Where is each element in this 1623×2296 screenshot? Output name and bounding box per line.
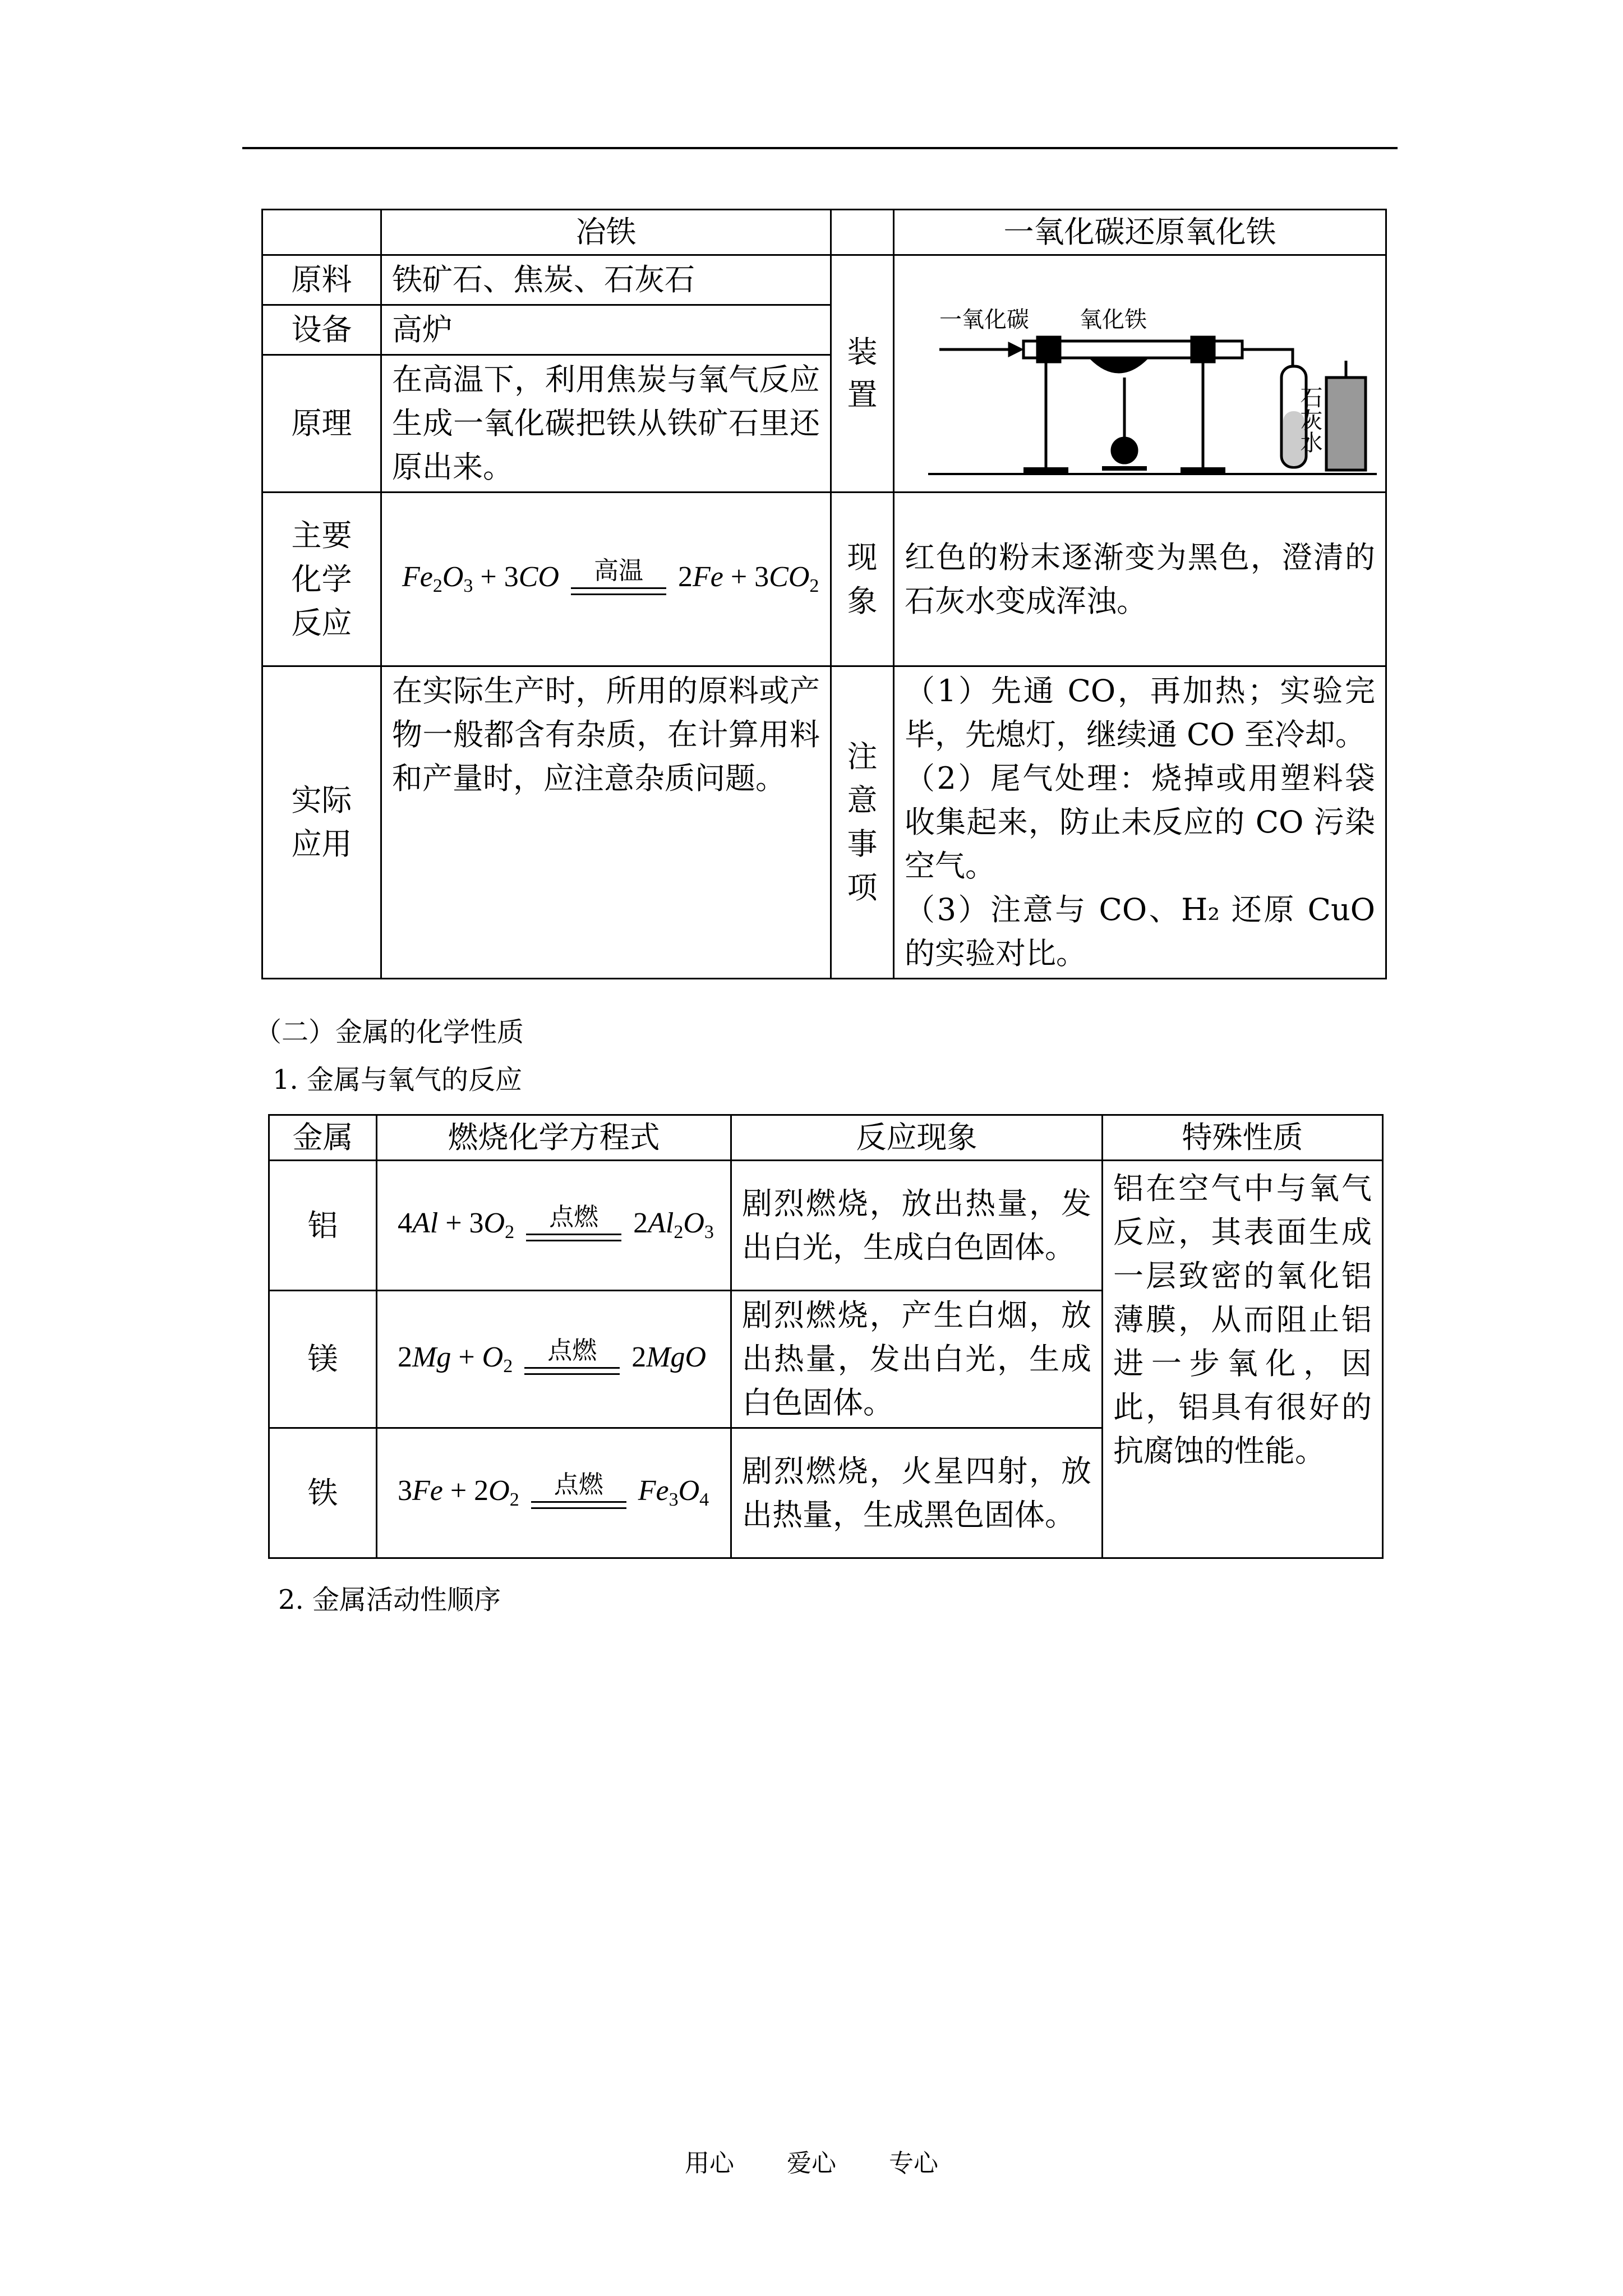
- metal-al: 铝: [269, 1161, 377, 1291]
- metal-mg: 镁: [269, 1291, 377, 1428]
- equation-mg: $2Mg + O_2$ 点燃 2MgO: [377, 1291, 731, 1428]
- subsection-2-title: 2. 金属活动性顺序: [278, 1584, 501, 1616]
- value-principle: 在高温下，利用焦炭与氧气反应生成一氧化碳把铁从铁矿石里还原出来。: [381, 355, 831, 493]
- col-header-smelting: 冶铁: [381, 210, 831, 255]
- metal-fe: 铁: [269, 1428, 377, 1558]
- metal-oxygen-table: [268, 1114, 1384, 1559]
- header-equation: 燃烧化学方程式: [377, 1115, 731, 1161]
- label-phenomenon: 现象: [831, 493, 894, 666]
- label-raw: 原料: [262, 255, 381, 305]
- note-1: （1）先通 CO，再加热；实验完毕，先熄灯，继续通 CO 至冷却。: [905, 673, 1375, 752]
- footer-word-2: 爱心: [787, 2149, 836, 2178]
- value-equip: 高炉: [381, 305, 831, 355]
- apparatus-label-limewater: 石灰水: [1297, 386, 1322, 453]
- page-footer: [0, 2143, 1623, 2179]
- apparatus-label-fe2o3: 氧化铁: [1080, 307, 1147, 333]
- value-phenomenon: 红色的粉末逐渐变为黑色，澄清的石灰水变成浑浊。: [894, 493, 1386, 666]
- section-2-title: （二）金属的化学性质: [255, 1016, 524, 1048]
- label-device: 装置: [831, 255, 894, 493]
- header-metal: 金属: [269, 1115, 377, 1161]
- condition-ignite: 点燃: [549, 1202, 599, 1231]
- apparatus-label-co: 一氧化碳: [939, 307, 1029, 333]
- header-phenomenon: 反应现象: [731, 1115, 1103, 1161]
- label-equip: 设备: [262, 305, 381, 355]
- header-special: 特殊性质: [1103, 1115, 1383, 1161]
- subsection-1-title: 1. 金属与氧气的反应: [273, 1064, 523, 1096]
- phenomenon-fe: 剧烈燃烧，火星四射，放出热量，生成黑色固体。: [731, 1428, 1103, 1558]
- equation-al: $4Al + 3O_2$ 点燃 $2Al_2O_3$: [377, 1161, 731, 1291]
- reaction-equation: [381, 493, 831, 666]
- iron-smelting-table: [261, 209, 1387, 979]
- notes-list: [894, 666, 1386, 979]
- value-application: 在实际生产时，所用的原料或产物一般都含有杂质，在计算用料和产量时，应注意杂质问题。: [381, 666, 831, 979]
- phenomenon-mg: 剧烈燃烧，产生白烟，放出热量，发出白光，生成白色固体。: [731, 1291, 1103, 1428]
- special-property: 铝在空气中与氧气反应，其表面生成一层致密的氧化铝薄膜，从而阻止铝进一步氧化，因此，铝具有很好的抗腐蚀的性能。: [1103, 1161, 1383, 1558]
- value-raw: 铁矿石、焦炭、石灰石: [381, 255, 831, 305]
- note-2: （2）尾气处理：烧掉或用塑料袋收集起来，防止未反应的 CO 污染空气。: [905, 761, 1375, 884]
- note-3: （3）注意与 CO、H₂ 还原 CuO 的实验对比。: [905, 892, 1375, 971]
- label-notes: 注意事项: [831, 666, 894, 979]
- condition-high-temp: 高温: [593, 556, 643, 585]
- equation-fe2o3-co: $Fe_2O_3 + 3CO$ 高温 $2Fe + 3CO_2$: [402, 556, 819, 597]
- header-rule: [242, 147, 1398, 149]
- label-principle: 原理: [262, 355, 381, 493]
- col-header-co-reduction: 一氧化碳还原氧化铁: [894, 210, 1386, 255]
- phenomenon-al: 剧烈燃烧，放出热量，发出白光，生成白色固体。: [731, 1161, 1103, 1291]
- equation-fe: $3Fe + 2O_2$ 点燃 $Fe_3O_4$: [377, 1428, 731, 1558]
- apparatus-diagram: [895, 265, 1387, 482]
- apparatus-figure: [894, 255, 1386, 493]
- label-reaction: 主要化学反应: [262, 493, 381, 666]
- label-application: 实际应用: [262, 666, 381, 979]
- footer-word-3: 专心: [889, 2149, 938, 2178]
- footer-word-1: 用心: [685, 2149, 734, 2178]
